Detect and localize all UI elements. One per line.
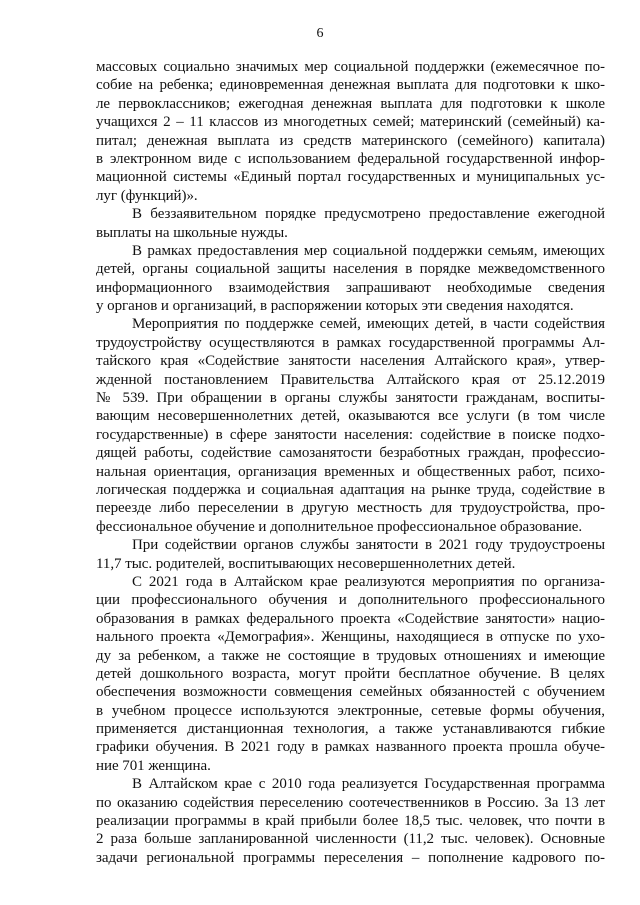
text-line: детей дошкольного возраста, могут пройти бесплатное обучение. В целях <box>96 665 605 682</box>
text-line: массовых социально значимых мер социальной поддержки (ежемесячное по- <box>96 59 605 75</box>
page-number: 6 <box>316 26 324 41</box>
text-line: В беззаявительном порядке предусмотрено предоставление ежегодной <box>132 206 605 223</box>
text-line: питал; денежная выплата из средств материнского (семейного) капитала) <box>96 132 605 149</box>
text-line: графики обучения. В 2021 году в рамках названного проекта прошла обуче- <box>96 739 605 756</box>
text-line: у органов и организаций, в распоряжении которых эти сведения находятся. <box>96 298 574 315</box>
text-line: логическая поддержка и социальная адаптация на рынке труда, содействие в <box>96 481 605 498</box>
text-line: ции профессионального обучения и дополнительного профессионального <box>96 592 605 609</box>
text-line: переезде либо переселении в другую местность для трудоустройства, про- <box>96 500 605 517</box>
text-line: В Алтайском крае с 2010 года реализуется Государственная программа <box>132 776 605 793</box>
text-line: тайского края «Содействие занятости населения Алтайского края», утвер- <box>96 353 605 370</box>
text-line: трудоустройству осуществляются в рамках государственной программы Ал- <box>96 334 605 351</box>
text-line: обеспечения возможности совмещения семейных обязанностей с обучением <box>96 684 605 701</box>
text-line: дящей работы, содействие самозанятости безработных граждан, профессио- <box>96 445 605 462</box>
text-line: детей, органы социальной защиты населения в порядке межведомственного <box>96 261 605 278</box>
text-line: нального проекта «Демография». Женщины, находящиеся в отпуске по ухо- <box>96 629 605 646</box>
text-line: 2 раза больше запланированной численности (11,2 тыс. человек). Основные <box>96 831 605 848</box>
text-line: ле первоклассников; ежегодная денежная выплата для подготовки к школе <box>96 95 605 112</box>
document-body <box>96 58 605 867</box>
text-line: нальная ориентация, организация временных и общественных работ, психо- <box>96 463 605 480</box>
text-line: по оказанию содействия переселению соотечественников в Россию. За 13 лет <box>96 794 605 811</box>
text-line: луг (функций)». <box>96 187 198 204</box>
text-line: С 2021 года в Алтайском крае реализуются мероприятия по организа- <box>132 573 605 590</box>
text-line: жденной постановлением Правительства Алтайского края от 25.12.2019 <box>96 371 605 388</box>
text-line: № 539. При обращении в органы службы занятости гражданам, воспиты- <box>96 390 605 407</box>
text-line: вающим несовершеннолетних детей, оказываются все услуги (в том числе <box>96 408 605 425</box>
text-line: информационного взаимодействия запрашивают необходимые сведения <box>96 279 605 296</box>
text-line: 11,7 тыс. родителей, воспитывающих несовершеннолетних детей. <box>96 555 516 572</box>
text-line: реализации программы в край прибыли более 18,5 тыс. человек, что почти в <box>96 813 605 830</box>
text-line: собие на ребенка; единовременная денежная выплата для подготовки к шко- <box>96 77 605 94</box>
text-line: мационной системы «Единый портал государственных и муниципальных ус- <box>96 169 605 186</box>
text-line: применяется дистанционная технология, а также устанавливаются гибкие <box>96 721 605 738</box>
text-line: В рамках предоставления мер социальной поддержки семьям, имеющих <box>132 242 605 259</box>
text-line: При содействии органов службы занятости в 2021 году трудоустроены <box>132 537 605 554</box>
text-line: выплаты на школьные нужды. <box>96 224 288 241</box>
text-line: Мероприятия по поддержке семей, имеющих детей, в части содействия <box>132 316 605 333</box>
text-line: образования в рамках федерального проекта «Содействие занятости» нацио- <box>96 610 605 627</box>
text-line: ние 701 женщина. <box>96 757 211 774</box>
text-line: государственные) в сфере занятости населения: содействие в поиске подхо- <box>96 426 605 443</box>
text-line: фессиональное обучение и дополнительное профессиональное образование. <box>96 518 583 535</box>
text-line: учащихся 2 – 11 классов из многодетных семей; материнский (семейный) ка- <box>96 114 605 131</box>
text-line: ду за ребенком, а также не состоящие в трудовых отношениях и имеющие <box>96 647 605 664</box>
text-line: задачи региональной программы переселения – пополнение кадрового по- <box>96 849 605 866</box>
text-line: в электронном виде с использованием федеральной государственной инфор- <box>96 150 605 167</box>
text-line: в учебном процессе используются электронные, сетевые формы обучения, <box>96 702 605 719</box>
